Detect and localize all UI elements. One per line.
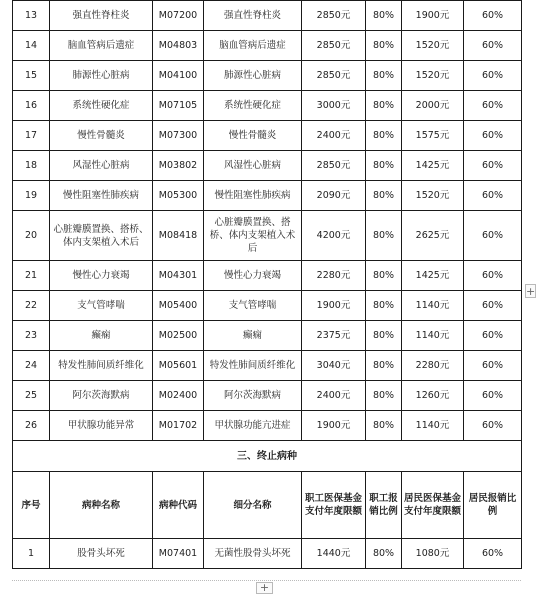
cell-subdivision: 心脏瓣膜置换、搭桥、体内支架植入术后 <box>204 211 302 261</box>
cell-disease-name: 股骨头坏死 <box>50 539 153 569</box>
table-row <box>13 381 522 411</box>
cell-no: 16 <box>13 91 50 121</box>
cell-no: 26 <box>13 411 50 441</box>
cell-disease-name: 慢性阻塞性肺疾病 <box>50 181 153 211</box>
cell-no: 1 <box>13 539 50 569</box>
cell-disease-name: 癫痫 <box>50 321 153 351</box>
cell-resident-fund-limit: 1425元 <box>402 261 464 291</box>
cell-no: 18 <box>13 151 50 181</box>
cell-disease-name: 肺源性心脏病 <box>50 61 153 91</box>
cell-subdivision: 系统性硬化症 <box>204 91 302 121</box>
cell-no: 17 <box>13 121 50 151</box>
cell-disease-code: M07401 <box>153 539 204 569</box>
cell-employee-fund-limit: 4200元 <box>302 211 366 261</box>
cell-resident-ratio: 60% <box>464 381 522 411</box>
cell-employee-ratio: 80% <box>366 151 402 181</box>
cell-resident-fund-limit: 1520元 <box>402 61 464 91</box>
table-row <box>13 151 522 181</box>
cell-resident-fund-limit: 2000元 <box>402 91 464 121</box>
cell-employee-fund-limit: 1900元 <box>302 411 366 441</box>
cell-resident-fund-limit: 1140元 <box>402 411 464 441</box>
cell-disease-code: M04803 <box>153 31 204 61</box>
cell-no: 15 <box>13 61 50 91</box>
table-row <box>13 261 522 291</box>
cell-employee-ratio: 80% <box>366 351 402 381</box>
cell-disease-code: M05300 <box>153 181 204 211</box>
cell-disease-name: 支气管哮喘 <box>50 291 153 321</box>
cell-employee-fund-limit: 2400元 <box>302 121 366 151</box>
cell-employee-ratio: 80% <box>366 91 402 121</box>
cell-subdivision: 阿尔茨海默病 <box>204 381 302 411</box>
cell-resident-fund-limit: 1900元 <box>402 1 464 31</box>
cell-resident-ratio: 60% <box>464 539 522 569</box>
cell-disease-code: M07105 <box>153 91 204 121</box>
cell-resident-ratio: 60% <box>464 321 522 351</box>
cell-resident-ratio: 60% <box>464 351 522 381</box>
cell-employee-ratio: 80% <box>366 1 402 31</box>
table-row <box>13 31 522 61</box>
header-no: 序号 <box>13 472 50 539</box>
cell-resident-fund-limit: 1140元 <box>402 291 464 321</box>
cell-disease-name: 强直性脊柱炎 <box>50 1 153 31</box>
table-row <box>13 321 522 351</box>
add-row-button[interactable]: + <box>256 582 273 594</box>
cell-no: 22 <box>13 291 50 321</box>
cell-employee-ratio: 80% <box>366 381 402 411</box>
cell-employee-ratio: 80% <box>366 291 402 321</box>
cell-disease-code: M07300 <box>153 121 204 151</box>
cell-subdivision: 无菌性股骨头坏死 <box>204 539 302 569</box>
cell-resident-ratio: 60% <box>464 61 522 91</box>
cell-subdivision: 慢性阻塞性肺疾病 <box>204 181 302 211</box>
table-row <box>13 181 522 211</box>
cell-subdivision: 风湿性心脏病 <box>204 151 302 181</box>
cell-resident-fund-limit: 2625元 <box>402 211 464 261</box>
table-row <box>13 291 522 321</box>
section-row <box>13 441 522 472</box>
cell-no: 19 <box>13 181 50 211</box>
cell-disease-name: 风湿性心脏病 <box>50 151 153 181</box>
cell-disease-code: M07200 <box>153 1 204 31</box>
table-row <box>13 121 522 151</box>
cell-employee-fund-limit: 2280元 <box>302 261 366 291</box>
cell-resident-fund-limit: 1425元 <box>402 151 464 181</box>
cell-employee-ratio: 80% <box>366 121 402 151</box>
cell-employee-ratio: 80% <box>366 411 402 441</box>
cell-disease-name: 心脏瓣膜置换、搭桥、体内支架植入术后 <box>50 211 153 261</box>
cell-resident-fund-limit: 1260元 <box>402 381 464 411</box>
cell-employee-fund-limit: 1900元 <box>302 291 366 321</box>
cell-resident-fund-limit: 1140元 <box>402 321 464 351</box>
cell-resident-ratio: 60% <box>464 151 522 181</box>
cell-subdivision: 强直性脊柱炎 <box>204 1 302 31</box>
table-row <box>13 211 522 261</box>
cell-resident-fund-limit: 1520元 <box>402 181 464 211</box>
header-employee-fund-limit: 职工医保基金支付年度限额 <box>302 472 366 539</box>
cell-employee-fund-limit: 2850元 <box>302 1 366 31</box>
header-employee-ratio: 职工报销比例 <box>366 472 402 539</box>
cell-disease-code: M02400 <box>153 381 204 411</box>
cell-employee-fund-limit: 2375元 <box>302 321 366 351</box>
cell-disease-name: 慢性骨髓炎 <box>50 121 153 151</box>
cell-disease-code: M05400 <box>153 291 204 321</box>
cell-resident-ratio: 60% <box>464 211 522 261</box>
header-row <box>13 472 522 539</box>
cell-disease-name: 阿尔茨海默病 <box>50 381 153 411</box>
cell-employee-fund-limit: 2850元 <box>302 31 366 61</box>
cell-disease-name: 脑血管病后遗症 <box>50 31 153 61</box>
cell-no: 14 <box>13 31 50 61</box>
header-resident-ratio: 居民报销比例 <box>464 472 522 539</box>
cell-subdivision: 肺源性心脏病 <box>204 61 302 91</box>
header-disease-code: 病种代码 <box>153 472 204 539</box>
cell-subdivision: 支气管哮喘 <box>204 291 302 321</box>
cell-disease-code: M04301 <box>153 261 204 291</box>
cell-disease-code: M01702 <box>153 411 204 441</box>
cell-disease-code: M02500 <box>153 321 204 351</box>
cell-employee-ratio: 80% <box>366 211 402 261</box>
cell-disease-name: 特发性肺间质纤维化 <box>50 351 153 381</box>
cell-disease-code: M04100 <box>153 61 204 91</box>
table-row <box>13 351 522 381</box>
cell-resident-fund-limit: 2280元 <box>402 351 464 381</box>
cell-employee-fund-limit: 2090元 <box>302 181 366 211</box>
cell-subdivision: 脑血管病后遗症 <box>204 31 302 61</box>
cell-no: 24 <box>13 351 50 381</box>
cell-resident-ratio: 60% <box>464 1 522 31</box>
cell-employee-fund-limit: 2400元 <box>302 381 366 411</box>
cell-no: 21 <box>13 261 50 291</box>
cell-resident-fund-limit: 1575元 <box>402 121 464 151</box>
cell-subdivision: 慢性心力衰竭 <box>204 261 302 291</box>
cell-resident-ratio: 60% <box>464 411 522 441</box>
cell-no: 23 <box>13 321 50 351</box>
cell-subdivision: 慢性骨髓炎 <box>204 121 302 151</box>
cell-no: 25 <box>13 381 50 411</box>
cell-subdivision: 癫痫 <box>204 321 302 351</box>
table-row <box>13 539 522 569</box>
cell-employee-fund-limit: 3000元 <box>302 91 366 121</box>
cell-disease-code: M03802 <box>153 151 204 181</box>
cell-employee-ratio: 80% <box>366 321 402 351</box>
cell-employee-ratio: 80% <box>366 61 402 91</box>
cell-no: 13 <box>13 1 50 31</box>
cell-disease-name: 系统性硬化症 <box>50 91 153 121</box>
cell-disease-name: 甲状腺功能异常 <box>50 411 153 441</box>
cell-disease-code: M08418 <box>153 211 204 261</box>
cell-resident-ratio: 60% <box>464 291 522 321</box>
cell-no: 20 <box>13 211 50 261</box>
cell-employee-fund-limit: 1440元 <box>302 539 366 569</box>
cell-resident-ratio: 60% <box>464 31 522 61</box>
cell-employee-fund-limit: 2850元 <box>302 61 366 91</box>
cell-employee-fund-limit: 3040元 <box>302 351 366 381</box>
cell-resident-fund-limit: 1520元 <box>402 31 464 61</box>
cell-resident-ratio: 60% <box>464 261 522 291</box>
section-title: 三、终止病种 <box>13 441 522 472</box>
cell-disease-code: M05601 <box>153 351 204 381</box>
cell-employee-ratio: 80% <box>366 261 402 291</box>
header-disease-name: 病种名称 <box>50 472 153 539</box>
cell-employee-fund-limit: 2850元 <box>302 151 366 181</box>
table-row <box>13 1 522 31</box>
header-subdivision: 细分名称 <box>204 472 302 539</box>
add-column-button[interactable]: + <box>526 285 536 298</box>
table-row <box>13 61 522 91</box>
cell-employee-ratio: 80% <box>366 181 402 211</box>
cell-resident-ratio: 60% <box>464 91 522 121</box>
cell-resident-fund-limit: 1080元 <box>402 539 464 569</box>
table-row <box>13 411 522 441</box>
cell-resident-ratio: 60% <box>464 121 522 151</box>
cell-subdivision: 特发性肺间质纤维化 <box>204 351 302 381</box>
disease-table <box>12 0 522 569</box>
cell-employee-ratio: 80% <box>366 31 402 61</box>
cell-subdivision: 甲状腺功能亢进症 <box>204 411 302 441</box>
table-row <box>13 91 522 121</box>
cell-employee-ratio: 80% <box>366 539 402 569</box>
header-resident-fund-limit: 居民医保基金支付年度限额 <box>402 472 464 539</box>
cell-disease-name: 慢性心力衰竭 <box>50 261 153 291</box>
cell-resident-ratio: 60% <box>464 181 522 211</box>
